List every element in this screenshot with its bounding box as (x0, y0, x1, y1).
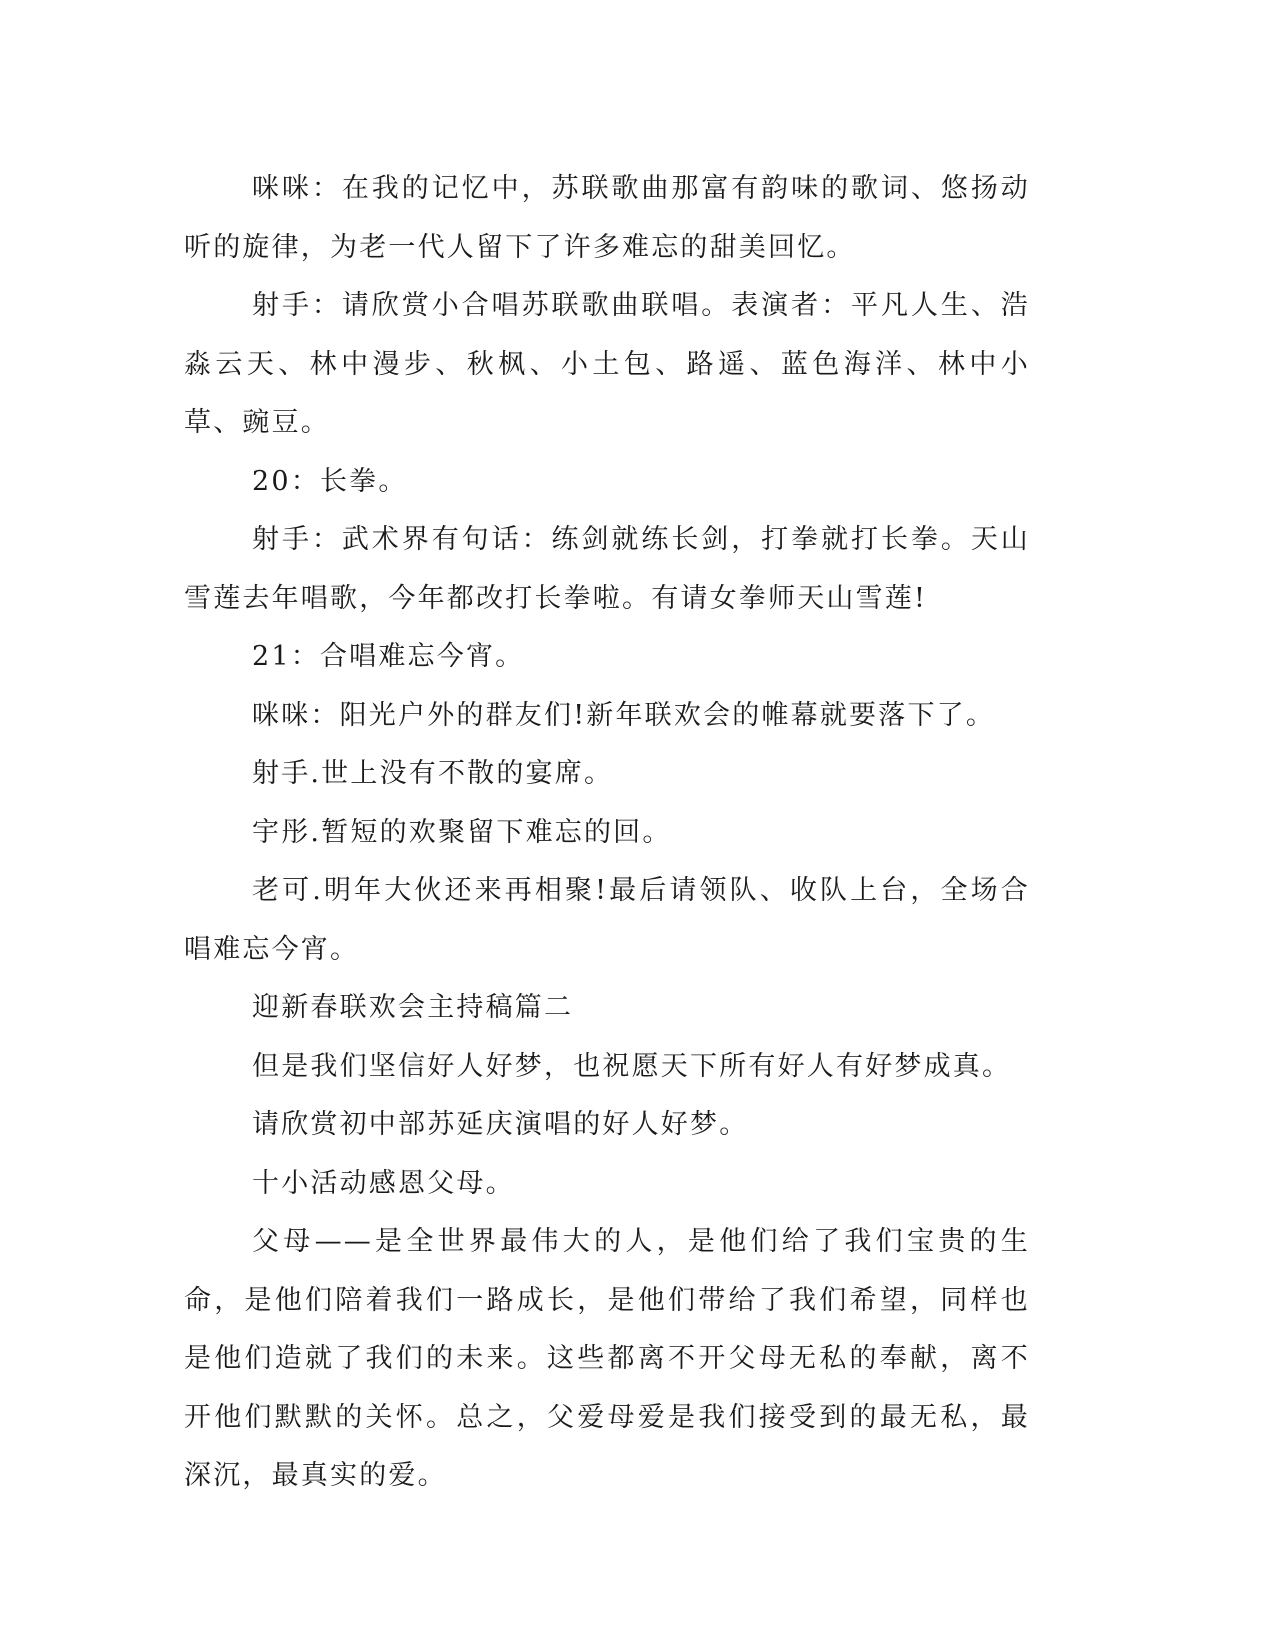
section-heading: 迎新春联欢会主持稿篇二 (252, 992, 574, 1023)
document-body (184, 160, 1030, 1506)
paragraph-item-20: 20：长拳。 (252, 465, 408, 497)
paragraph-good-dreams: 但是我们坚信好人好梦，也祝愿天下所有好人有好梦成真。 (252, 1050, 1012, 1082)
paragraph-mimi-memory: 咪咪：在我的记忆中，苏联歌曲那富有韵味的歌词、悠扬动听的旋律，为老一代人留下了许多难忘的甜美回忆。 (184, 173, 1030, 263)
paragraph-song-intro: 请欣赏初中部苏延庆演唱的好人好梦。 (252, 1109, 749, 1140)
paragraph-mimi-closing: 咪咪：阳光户外的群友们!新年联欢会的帷幕就要落下了。 (252, 699, 996, 731)
paragraph-laoke-closing: 老可.明年大伙还来再相聚!最后请领队、收队上台，全场合唱难忘今宵。 (184, 875, 1030, 965)
paragraph-martial-arts: 射手：武术界有句话：练剑就练长剑，打拳就打长拳。天山雪莲去年唱歌，今年都改打长拳啦。有请女拳师天山雪莲! (184, 524, 1030, 614)
paragraph-soviet-songs: 射手：请欣赏小合唱苏联歌曲联唱。表演者：平凡人生、浩淼云天、林中漫步、秋枫、小土包、路遥、蓝色海洋、林中小草、豌豆。 (184, 290, 1030, 438)
paragraph-parents: 父母——是全世界最伟大的人，是他们给了我们宝贵的生命，是他们陪着我们一路成长，是他们带给了我们希望，同样也是他们造就了我们的未来。这些都离不开父母无私的奉献，离不开他们默默的关怀。总之，父爱母爱是我们接受到的最无私，最深沉，最真实的爱。 (184, 1226, 1030, 1491)
paragraph-item-21: 21：合唱难忘今宵。 (252, 641, 525, 672)
paragraph-archer-closing: 射手.世上没有不散的宴席。 (252, 758, 614, 789)
paragraph-yutong-closing: 宇彤.暂短的欢聚留下难忘的回。 (252, 816, 672, 848)
paragraph-activity: 十小活动感恩父母。 (252, 1167, 515, 1199)
